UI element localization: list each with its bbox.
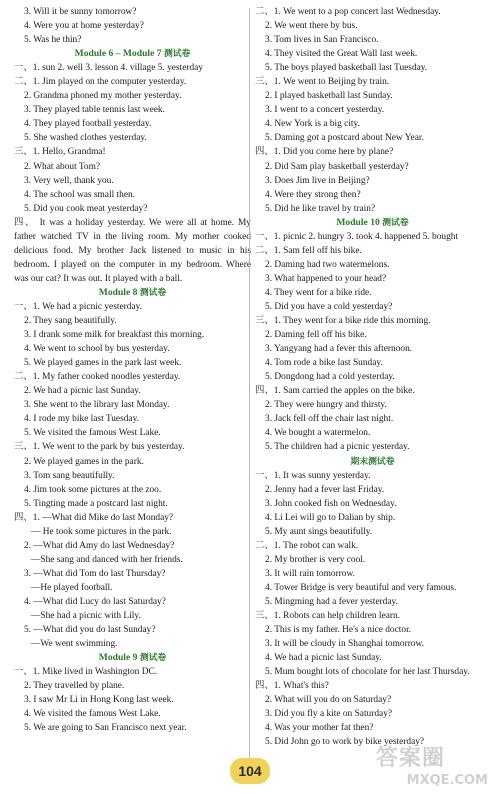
section-heading-title: Module 9 — [98, 652, 138, 664]
answer-line: 四、1. Did you come here by plane? — [255, 147, 394, 158]
answer-line: 二、1. Jim played on the computer yesterday. — [14, 77, 187, 88]
left-column — [14, 5, 251, 765]
answer-line: 二、1. We went to a pop concert last Wednesday. — [255, 7, 441, 17]
section-heading-title: Module 6 – Module 7 — [74, 48, 162, 60]
answer-line: 2. Daming had two watermelons. — [265, 259, 390, 270]
answer-line: 2. We went there by bus. — [265, 21, 358, 32]
answer-line: 5. —What did you do last Sunday? — [24, 625, 156, 636]
answer-page — [14, 5, 490, 765]
answer-line: 4. They played football yesterday. — [24, 119, 152, 130]
answer-line: 3. I drank some milk for breakfast this morning. — [24, 330, 205, 341]
section-heading-suffix: 期末测试卷 — [350, 456, 395, 467]
answer-line: 4. We visited the famous West Lake. — [24, 709, 161, 720]
answer-line: 二、1. The robot can walk. — [255, 540, 359, 551]
answer-paragraph: 四、 It was a holiday yesterday. We were all at home. My father watched TV in the living room. My mother cooked delicious food. My brother Jack listened to music in his bedroom. I played on the computer in my bedroom. Where was our cat? It was out. It played with a ball. — [14, 217, 251, 284]
answer-line: 5. Did he like travel by train? — [265, 203, 376, 214]
answer-line: 2. Did Sam play basketball yesterday? — [265, 161, 409, 172]
column-divider — [249, 8, 250, 760]
right-column — [251, 5, 490, 765]
answer-line: 2. I played basketball last Sunday. — [265, 91, 393, 102]
answer-line: 2. This is my father. He's a nice doctor. — [265, 625, 412, 636]
section-heading — [255, 455, 490, 469]
answer-line: 3. I saw Mr Li in Hong Kong last week. — [24, 695, 174, 706]
answer-line: 5. She washed clothes yesterday. — [24, 133, 147, 144]
section-heading — [14, 47, 251, 61]
section-heading-title: Module 8 — [98, 286, 138, 298]
section-heading-title: Module 10 — [336, 216, 380, 228]
answer-line: 三、1. Hello, Grandma! — [14, 147, 106, 158]
answer-line: 5. Daming got a postcard about New Year. — [265, 133, 424, 144]
answer-line: —She had a picnic with Lily. — [31, 611, 141, 622]
answer-line: 3. They played table tennis last week. — [24, 105, 165, 116]
answer-line: 2. They travelled by plane. — [24, 681, 125, 692]
answer-line: 三、1. We went to Beijing by train. — [255, 77, 390, 88]
answer-line: 4. Jim took some pictures at the zoo. — [24, 484, 162, 495]
page-number: 104 — [230, 758, 270, 784]
answer-line: 5. Tingting made a postcard last night. — [24, 498, 168, 509]
answer-line: 5. Did you have a cold yesterday? — [265, 301, 393, 312]
answer-line: 一、1. We had a picnic yesterday. — [14, 301, 143, 312]
section-heading-suffix: 测试卷 — [163, 49, 191, 60]
answer-line: 二、1. My father cooked noodles yesterday. — [14, 372, 181, 383]
answer-line: 2. Daming fell off his bike. — [265, 330, 367, 341]
answer-line: 3. It will be cloudy in Shanghai tomorrow. — [265, 639, 425, 650]
answer-line: 5. Mum bought lots of chocolate for her last Thursday. — [265, 667, 470, 678]
answer-line: 2. What about Tom? — [24, 161, 101, 172]
answer-line: 5. My aunt sings beautifully. — [265, 526, 373, 537]
answer-line: 3. Tom sang beautifully. — [24, 470, 115, 481]
answer-line: 四、1. What's this? — [255, 681, 329, 692]
answer-line: 2. We had a picnic last Sunday. — [24, 386, 141, 397]
answer-line: 4. They visited the Great Wall last week. — [265, 49, 418, 60]
answer-line: 3. Jack fell off the chair last night. — [265, 414, 394, 425]
answer-line: —She sang and danced with her friends. — [31, 554, 183, 565]
section-heading-suffix: 测试卷 — [139, 653, 167, 664]
answer-line: 3. Tom lives in San Francisco. — [265, 35, 379, 46]
answer-line: 4. Were you at home yesterday? — [24, 21, 144, 32]
answer-line: 4. Were they strong then? — [265, 189, 361, 200]
answer-line: 3. She went to the library last Monday. — [24, 400, 170, 411]
answer-line: 4. Was your mother fat then? — [265, 723, 374, 734]
answer-line: 2. My brother is very cool. — [265, 554, 366, 565]
answer-line: 4. We bought a watermelon. — [265, 428, 371, 439]
answer-line: 4. The school was small then. — [24, 189, 136, 200]
answer-line: 3. I went to a concert yesterday. — [265, 105, 385, 116]
answer-line: 一、1. picnic 2. hungry 3. took 4. happened 5. bought — [255, 231, 459, 242]
answer-line: —He played football. — [31, 582, 113, 593]
answer-line: 5. The children had a picnic yesterday. — [265, 442, 410, 453]
answer-line: 2. We played games in the park. — [24, 456, 144, 467]
answer-line: 3. Does Jim live in Beijing? — [265, 175, 370, 186]
answer-line: 5. We are going to San Francisco next year. — [24, 723, 187, 734]
answer-line: 3. Very well, thank you. — [24, 175, 114, 186]
answer-line: 5. Did John go to work by bike yesterday? — [265, 737, 425, 748]
answer-line: 三、1. They went for a bike ride this morning. — [255, 316, 431, 327]
answer-line: 4. Tower Bridge is very beautiful and very famous. — [265, 582, 457, 593]
answer-line: 3. What happened to your head? — [265, 273, 387, 284]
answer-line: 四、1. —What did Mike do last Monday? — [14, 512, 174, 523]
answer-line: 三、1. Robots can help children learn. — [255, 611, 401, 622]
answer-line: 5. Dongdong had a cold yesterday. — [265, 372, 395, 383]
answer-line: 二、1. Sam fell off his bike. — [255, 245, 362, 256]
answer-line: 4. Li Lei will go to Dalian by ship. — [265, 512, 396, 523]
answer-line: 2. Grandma phoned my mother yesterday. — [24, 91, 182, 102]
answer-line: 3. Did you fly a kite on Saturday? — [265, 709, 393, 720]
answer-line: 5. Did you cook meat yesterday? — [24, 203, 148, 214]
answer-line: 3. Will it be sunny tomorrow? — [24, 7, 137, 17]
answer-line: 2. Jenny had a fever last Friday. — [265, 484, 385, 495]
answer-line: — He took some pictures in the park. — [31, 526, 172, 537]
answer-line: 3. It will rain tomorrow. — [265, 568, 355, 579]
answer-line: 一、1. sun 2. well 3. lesson 4. village 5. yesterday — [14, 63, 204, 74]
section-heading-suffix: 测试卷 — [382, 217, 409, 228]
answer-line: 3. John cooked fish on Wednesday. — [265, 498, 397, 509]
answer-line: 4. I rode my bike last Tuesday. — [24, 414, 140, 425]
section-heading — [14, 286, 251, 300]
answer-line: 4. They went for a bike ride. — [265, 287, 372, 298]
answer-line: 4. New York is a big city. — [265, 119, 360, 130]
answer-line: 5. We played games in the park last week. — [24, 358, 182, 369]
answer-line: 2. They sang beautifully. — [24, 316, 117, 327]
answer-line: 三、1. We went to the park by bus yesterday. — [14, 442, 185, 453]
answer-line: 一、1. It was sunny yesterday. — [255, 470, 371, 481]
answer-line: 2. They were hungry and thirsty. — [265, 400, 387, 411]
section-heading — [255, 216, 490, 230]
watermark-text: 答案圈 — [376, 746, 446, 771]
answer-line: 4. —What did Lucy do last Saturday? — [24, 596, 166, 607]
answer-line: 3. Yangyang had a fever this afternoon. — [265, 344, 413, 355]
answer-line: 一、1. Mike lived in Washington DC. — [14, 667, 158, 678]
answer-line: 5. The boys played basketball last Tuesday. — [265, 63, 428, 74]
watermark-url: MXQE.COM — [406, 773, 488, 788]
answer-line: 4. We had a picnic last Sunday. — [265, 653, 382, 664]
answer-line: 4. Tom rode a bike last Sunday. — [265, 358, 383, 369]
answer-line: 4. We went to school by bus yesterday. — [24, 344, 170, 355]
watermark-logo — [376, 745, 494, 793]
section-heading-suffix: 测试卷 — [139, 287, 167, 298]
answer-line: 四、1. Sam carried the apples on the bike. — [255, 386, 415, 397]
answer-line: 3. —What did Tom do last Thursday? — [24, 568, 166, 579]
answer-line: 5. We visited the famous West Lake. — [24, 428, 161, 439]
answer-line: 5. Was he thin? — [24, 35, 82, 46]
section-heading — [14, 651, 251, 665]
answer-line: 5. Mingming had a fever yesterday. — [265, 596, 398, 607]
answer-line: 2. —What did Amy do last Wednesday? — [24, 540, 175, 551]
answer-line: 2. What will you do on Saturday? — [265, 695, 392, 706]
answer-line: —We went swimming. — [31, 639, 118, 650]
